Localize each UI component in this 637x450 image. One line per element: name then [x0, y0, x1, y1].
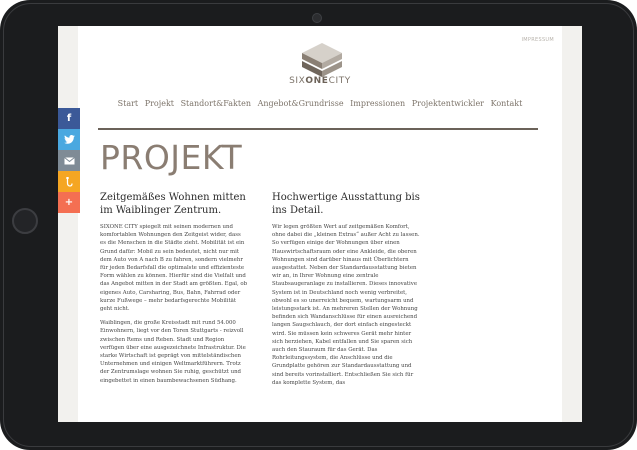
more-share-button[interactable]: [58, 192, 80, 213]
nav-item-projektentwickler[interactable]: Projektentwickler: [411, 99, 485, 108]
envelope-icon: [64, 157, 75, 165]
social-share-bar: [58, 108, 80, 213]
facebook-icon: f: [66, 113, 72, 124]
plus-icon: +: [64, 197, 74, 208]
logo-text-one: ONE: [305, 76, 329, 86]
nav-item-projekt[interactable]: Projekt: [144, 99, 175, 108]
bookmark-icon: [65, 176, 73, 187]
column-text: [100, 223, 248, 385]
impressum-link[interactable]: IMPRESSUM: [521, 37, 554, 43]
facebook-share-button[interactable]: [58, 108, 80, 129]
logo-text-city: CITY: [328, 76, 351, 86]
nav-item-standort-fakten[interactable]: Standort&Fakten: [180, 99, 252, 108]
bookmark-share-button[interactable]: [58, 171, 80, 192]
nav-item-start[interactable]: Start: [117, 99, 139, 108]
browser-viewport: [58, 26, 582, 422]
email-share-button[interactable]: [58, 150, 80, 171]
twitter-bird-icon: [64, 135, 75, 144]
paragraph: Wir legen größten Wert auf zeitgemäßen Komfort, ohne dabei die „kleinen Extras“ außer Acht zu lassen. So verfügen einige der Wohnungen über einen Hauswirtschaftsraum oder eine Ankleide, die oberen Wohnungen sind darüber hinaus mit Überlichtern ausgestattet. Neben der Standardausstattung bieten wir an, in Ihrer Wohnung eine zentrale Staubsaugeranlage zu installieren. Dieses innovative System ist in Deutschland noch wenig verbreitet, obwohl es so unerreicht bequem, wartungsarm und leistungsstark ist. An mehreren Stellen der Wohnung befinden sich Wandanschlüsse für einen ausreichend langen Saugschlauch, der dort einfach eingesteckt wird. Sie müssen kein schweres Gerät mehr hinter sich herziehen, Kabel entfallen und Sie sparen sich auch den Stauraum für das Gerät. Das Rohrleitungssystem, die Anschlüsse und die Grundplatte gehören zur Standardausstattung und sind bereits vorinstalliert. Entschließen Sie sich für das komplette System, das: [272, 224, 420, 386]
nav-item-impressionen[interactable]: Impressionen: [350, 99, 406, 108]
header-divider: [98, 128, 538, 130]
content-column-left: [100, 192, 248, 391]
content-column-right: [272, 192, 420, 393]
web-page: [78, 26, 562, 422]
nav-item-angebot-grundrisse[interactable]: Angebot&Grundrisse: [257, 99, 344, 108]
column-heading: Hochwertige Ausstattung bis ins Detail.: [272, 192, 420, 216]
main-navigation: [78, 99, 562, 108]
paragraph: SIXONE CITY spiegelt mit seinen modernen und komfortablen Wohnungen den Zeitgeist wider, dass es die Menschen in die Städte zieht. Mobilität ist ein Grund dafür: Mobil zu sein bedeutet, nicht nur mit dem Auto von A nach B zu fahren, sondern vielmehr für jeden Bedarfsfall die optimalste und effizienteste Form wählen zu können. Hierfür sind die Vielfalt und das Angebot mitten in der Stadt am größten. Egal, ob eigenes Auto, Carsharing, Bus, Bahn, Fahrrad oder kurze Fußwege – mehr bedarfsgerechte Mobilität geht nicht.: [100, 224, 248, 313]
page-title: PROJEKT: [100, 138, 243, 177]
camera-icon: [312, 13, 322, 23]
paragraph: Waiblingen, die große Kreisstadt mit rund 54.000 Einwohnern, liegt vor den Toren Stuttgarts - reizvoll zwischen Rems und Reben. Stadt und Region verfügen über eine ausgezeichnete Infrastruktur. Die starke Wirtschaft ist geprägt von mittelständischen Unternehmen und einigen Weltmarktführern. Trotz der Zentrumslage wohnen Sie ruhig, geschützt und eingebettet in einen baumbewachsenen Südhang.: [100, 320, 246, 384]
twitter-share-button[interactable]: [58, 129, 80, 150]
column-heading: Zeitgemäßes Wohnen mitten im Waiblinger Zentrum.: [100, 192, 246, 216]
home-button[interactable]: [12, 208, 38, 234]
logo-text-six: SIX: [289, 76, 306, 86]
nav-item-kontakt[interactable]: Kontakt: [490, 99, 523, 108]
column-text: [272, 223, 420, 387]
logo-text: [78, 76, 562, 86]
